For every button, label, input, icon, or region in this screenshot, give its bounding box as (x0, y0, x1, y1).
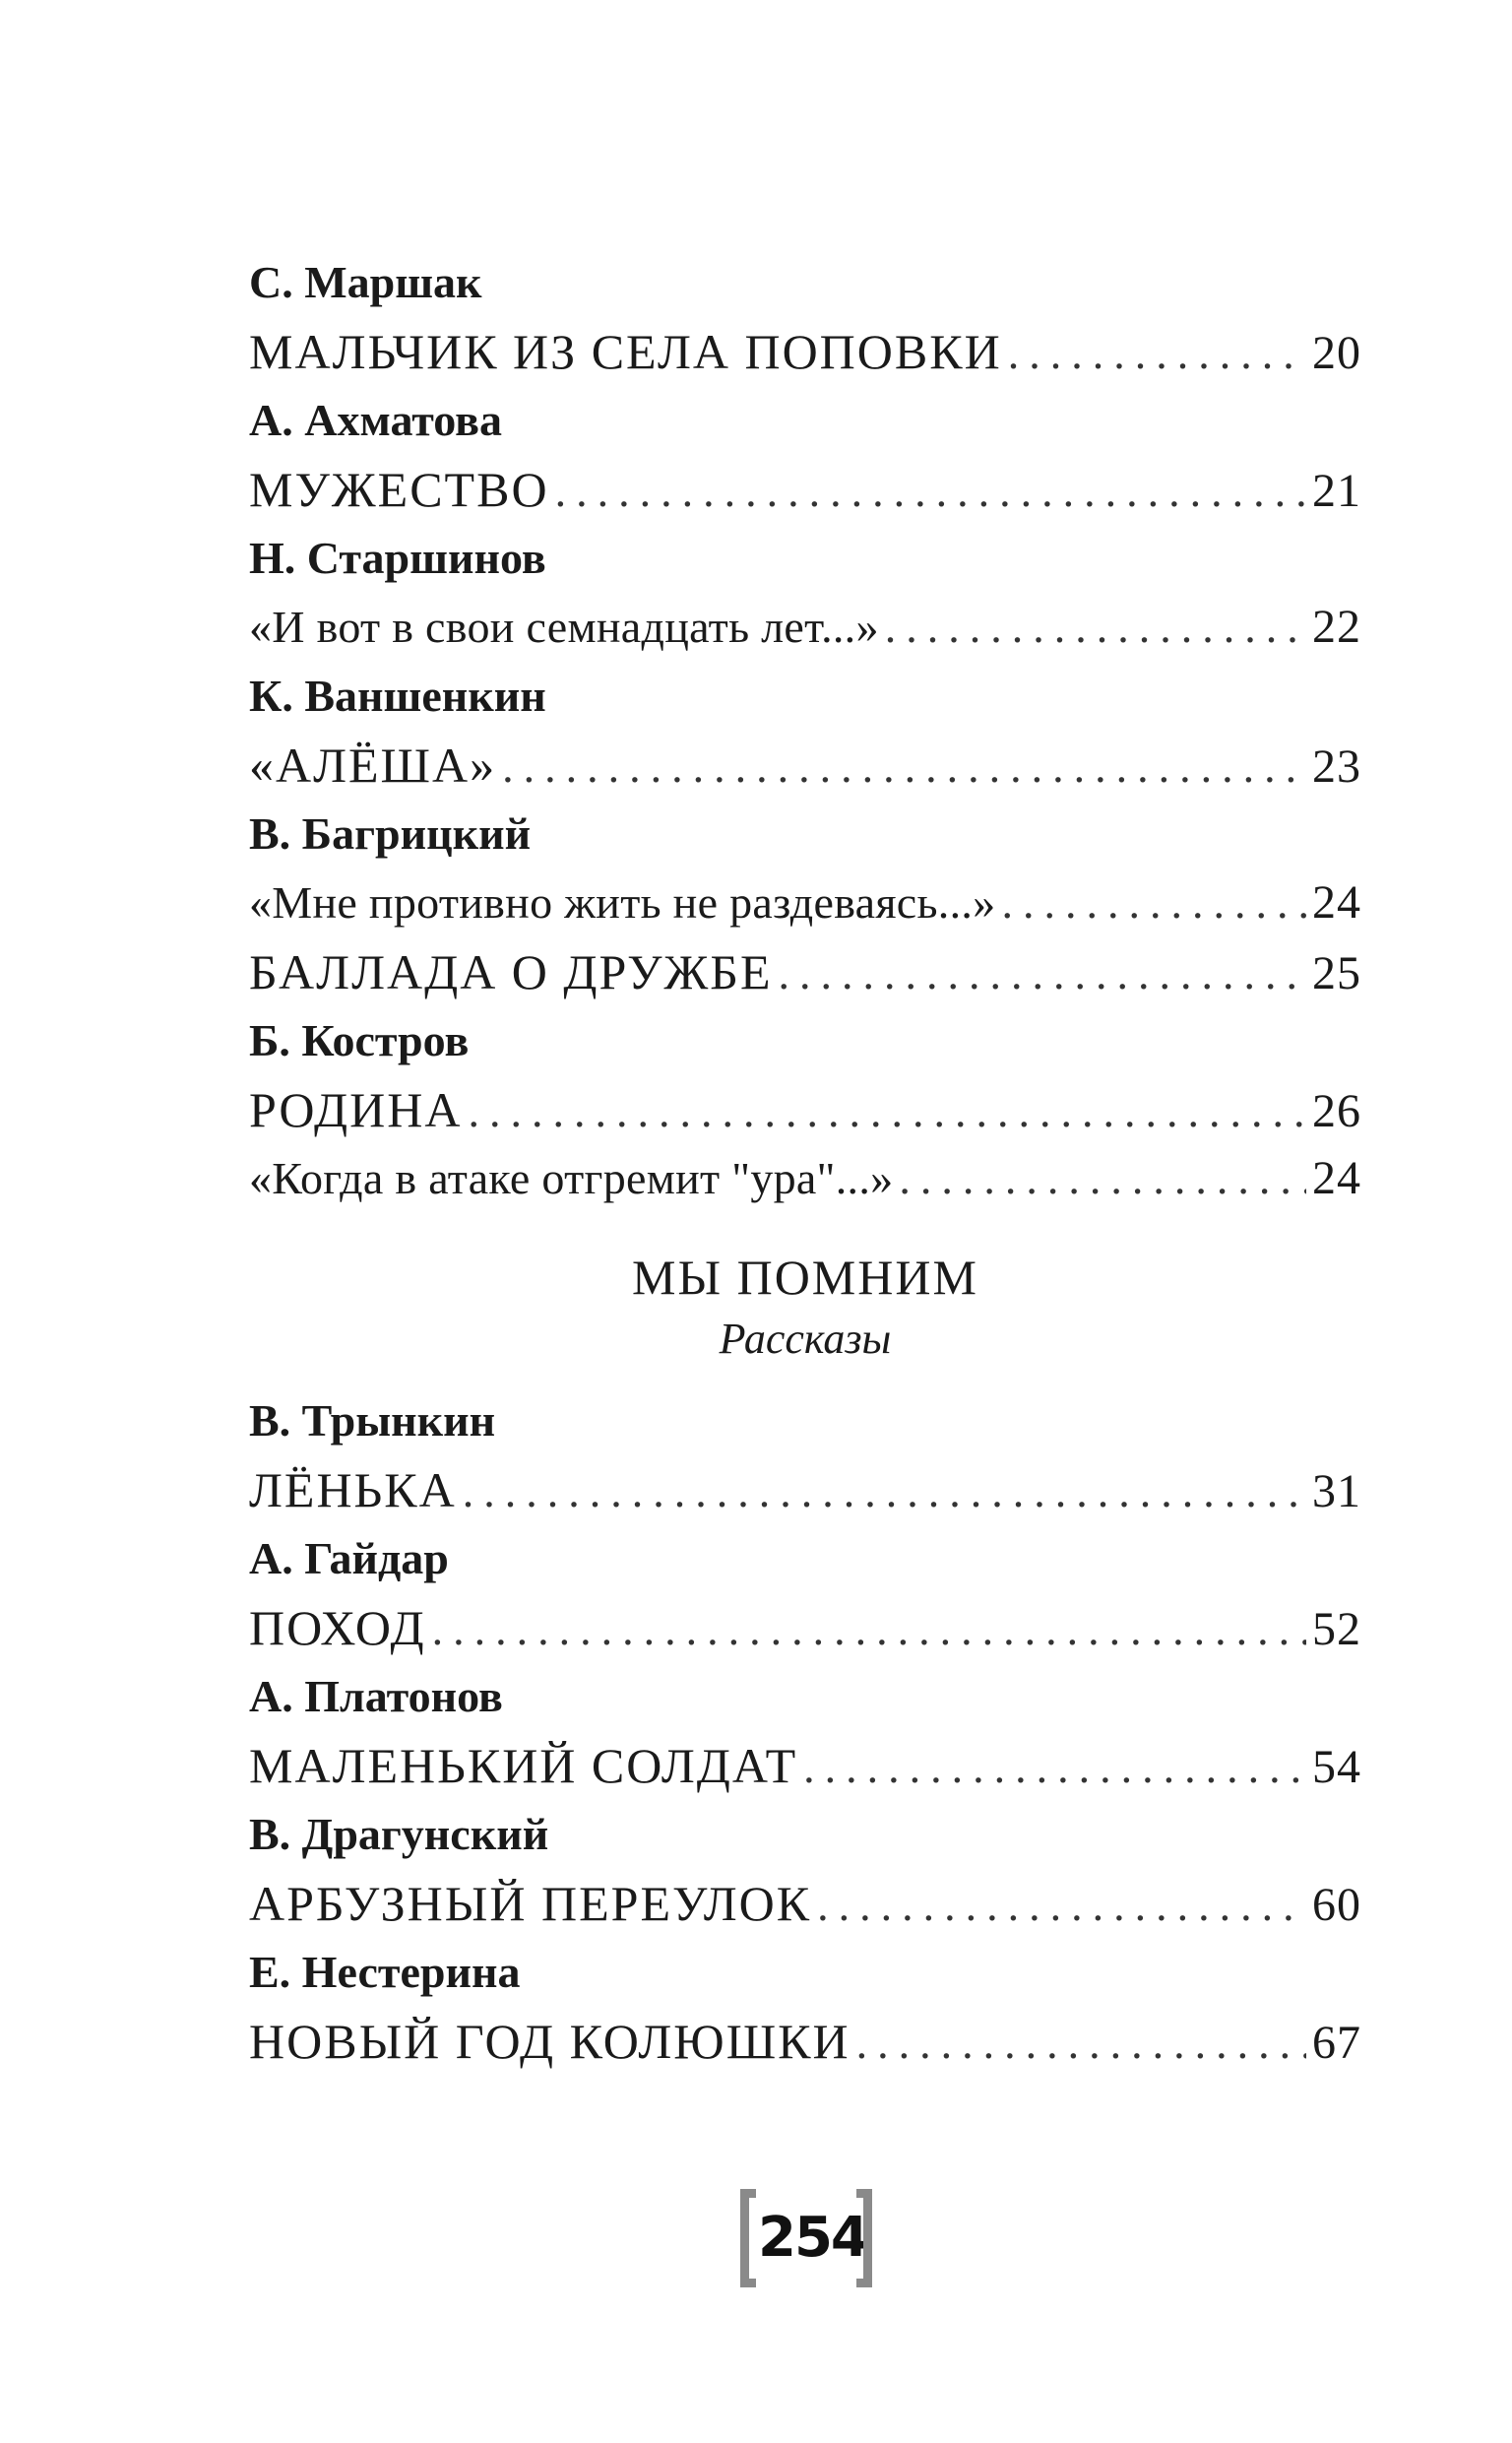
table-of-contents (249, 248, 1361, 2076)
dot-leader (817, 1871, 1306, 1940)
dot-leader (803, 1733, 1306, 1802)
dot-leader (885, 593, 1306, 662)
dot-leader (502, 733, 1306, 802)
dot-leader (555, 457, 1306, 526)
toc-entry[interactable] (249, 317, 1361, 386)
toc-entry[interactable] (249, 731, 1361, 800)
toc-entry-page: 24 (1312, 876, 1361, 929)
toc-entry[interactable] (249, 937, 1361, 1006)
dot-leader (899, 1144, 1306, 1213)
toc-entry[interactable] (249, 1075, 1361, 1144)
toc-entry-page: 26 (1312, 1085, 1361, 1137)
section-title: МЫ ПОМНИМ (632, 1250, 978, 1305)
toc-entry-title: МУЖЕСТВО (249, 462, 549, 517)
toc-section-stories (249, 1386, 1361, 2076)
toc-entry[interactable] (249, 1593, 1361, 1662)
section-subtitle: Рассказы (719, 1315, 892, 1363)
toc-entry-page: 52 (1312, 1603, 1361, 1655)
toc-entry-title: МАЛЕНЬКИЙ СОЛДАТ (249, 1738, 798, 1793)
toc-entry[interactable] (249, 455, 1361, 524)
toc-entry-title: «И вот в свои семнадцать лет...» (249, 602, 879, 652)
toc-author: А. Гайдар (249, 1533, 449, 1583)
toc-entry-page: 31 (1312, 1465, 1361, 1517)
toc-author: Н. Старшинов (249, 533, 546, 583)
toc-author: А. Ахматова (249, 395, 502, 445)
toc-entry-page: 60 (1312, 1879, 1361, 1931)
toc-entry-title: ПОХОД (249, 1600, 426, 1655)
toc-entry-title: БАЛЛАДА О ДРУЖБЕ (249, 944, 773, 999)
dot-leader (432, 1595, 1306, 1664)
left-bracket-icon (740, 2189, 756, 2287)
page-number-badge (740, 2189, 872, 2287)
toc-entry-title: ЛЁНЬКА (249, 1462, 457, 1517)
toc-entry-page: 54 (1312, 1741, 1361, 1793)
toc-author: А. Платонов (249, 1671, 503, 1721)
toc-entry[interactable] (249, 1455, 1361, 1524)
toc-entry[interactable] (249, 1731, 1361, 1800)
toc-author: В. Багрицкий (249, 808, 532, 859)
dot-leader (1008, 319, 1306, 388)
toc-entry-title: «Мне противно жить не раздеваясь...» (249, 877, 996, 928)
toc-entry-title: МАЛЬЧИК ИЗ СЕЛА ПОПОВКИ (249, 324, 1002, 379)
toc-entry[interactable] (249, 1144, 1361, 1213)
dot-leader (468, 1077, 1306, 1146)
toc-author: В. Трынкин (249, 1395, 496, 1446)
toc-author: Е. Нестерина (249, 1947, 521, 1997)
toc-author: Б. Костров (249, 1015, 470, 1065)
toc-entry-page: 22 (1312, 601, 1361, 653)
toc-section-poems (249, 248, 1361, 1213)
toc-entry-page: 24 (1312, 1152, 1361, 1204)
toc-entry-title: НОВЫЙ ГОД КОЛЮШКИ (249, 2014, 850, 2069)
toc-author: С. Маршак (249, 257, 482, 307)
dot-leader (856, 2009, 1306, 2078)
toc-entry-page: 67 (1312, 2017, 1361, 2069)
toc-entry-page: 21 (1312, 465, 1361, 517)
toc-entry-page: 25 (1312, 947, 1361, 999)
toc-entry-title: «Когда в атаке отгремит "ура"...» (249, 1153, 894, 1203)
toc-entry-page: 20 (1312, 327, 1361, 379)
dot-leader (1001, 868, 1306, 937)
toc-entry-title: РОДИНА (249, 1082, 463, 1137)
page-number: 254 (758, 2206, 867, 2270)
toc-entry[interactable] (249, 2007, 1361, 2076)
toc-author: В. Драгунский (249, 1809, 549, 1859)
toc-entry[interactable] (249, 868, 1361, 937)
dot-leader (779, 939, 1306, 1008)
toc-entry[interactable] (249, 593, 1361, 662)
toc-entry-title: АРБУЗНЫЙ ПЕРЕУЛОК (249, 1876, 812, 1931)
toc-author: К. Ваншенкин (249, 671, 546, 721)
toc-entry-title: «АЛЁША» (249, 738, 497, 793)
right-bracket-icon (856, 2189, 872, 2287)
toc-entry[interactable] (249, 1869, 1361, 1938)
dot-leader (463, 1457, 1306, 1526)
toc-entry-page: 23 (1312, 740, 1361, 793)
